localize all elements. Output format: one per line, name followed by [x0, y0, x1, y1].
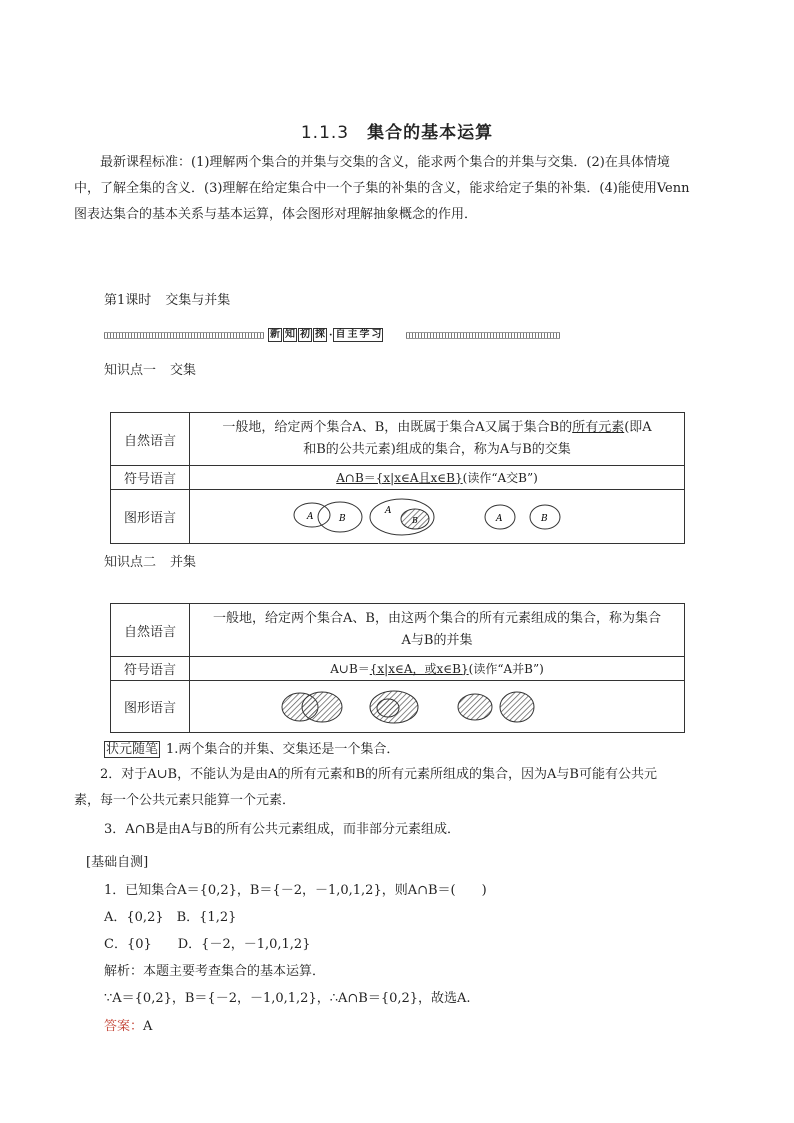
reasoning: ∵A＝{0,2}，B＝{－2，－1,0,1,2}，∴A∩B＝{0,2}，故选A. [104, 991, 471, 1006]
text-span: (即A [624, 420, 652, 435]
union-table [110, 603, 685, 733]
banner-box: 学 [359, 329, 370, 340]
venn-disjoint [485, 505, 560, 529]
kp2-label: 知识点二 [104, 555, 157, 570]
intersection-natural-line-1 [196, 417, 678, 439]
underlined-text: 所有元素 [572, 420, 625, 435]
options-cd: C．{0} D．{－2，－1,0,1,2} [104, 937, 311, 952]
union-natural-line-2: A与B的并集 [401, 633, 473, 648]
intersection-reading: (读作“A交B”) [462, 470, 538, 485]
self-test-heading: [基础自测] [86, 855, 149, 870]
set-b-ellipse [302, 692, 342, 722]
tip-3: 3．A∩B是由A与B的所有公共元素组成，而非部分元素组成． [104, 822, 461, 837]
label-a: A [307, 511, 314, 522]
venn-union-overlap [282, 692, 342, 722]
union-formula: {x|x∈A，或x∈B} [369, 661, 469, 676]
banner-tag [268, 328, 384, 342]
banner-box: 探 [315, 329, 325, 340]
question-1: 1．已知集合A＝{0,2}，B＝{－2，－1,0,1,2}，则A∩B＝( ) [104, 883, 487, 898]
kp1-label: 知识点一 [104, 363, 157, 378]
venn-union-disjoint [458, 692, 534, 722]
graphic-language-label: 图形语言 [111, 490, 190, 544]
label-a: A [385, 505, 392, 516]
tip-tag: 状元随笔 [106, 742, 159, 757]
section-banner [104, 328, 560, 342]
banner-rule-left [104, 332, 264, 339]
intersection-venn-cell [190, 490, 685, 544]
banner-box: 自 [335, 329, 346, 340]
options-ab: A．{0,2} B．{1,2} [104, 910, 237, 925]
intersection-formula: A∩B＝{x|x∈A且x∈B} [336, 470, 463, 485]
symbol-language-label: 符号语言 [111, 657, 190, 681]
intersection-venn-diagrams [287, 495, 587, 539]
union-venn-diagrams [272, 686, 602, 728]
standard-line-1: 最新课程标准：(1)理解两个集合的并集与交集的含义，能求两个集合的并集与交集．(2)在具体情境 [100, 155, 670, 170]
banner-sep: · [329, 329, 333, 341]
kp2-title: 并集 [170, 555, 197, 570]
answer-value: A [143, 1019, 153, 1034]
symbol-language-label: 符号语言 [111, 466, 190, 490]
section-number: 1.1.3 [300, 123, 350, 143]
banner-rule-right [406, 332, 560, 339]
union-reading: (读作“A并B”) [468, 661, 544, 676]
venn-subset [370, 499, 434, 535]
set-b-ellipse [500, 692, 534, 722]
kp1-heading [104, 359, 196, 378]
banner-box: 主 [347, 329, 358, 340]
tip-1 [104, 738, 399, 757]
lesson-period: 第1课时 [104, 293, 152, 308]
natural-language-label: 自然语言 [111, 604, 190, 657]
set-b-ellipse [377, 699, 399, 717]
page-title [0, 118, 794, 143]
graphic-language-label: 图形语言 [111, 681, 190, 733]
standard-line-2: 中，了解全集的含义．(3)理解在给定集合中一个子集的补集的含义，能求给定子集的补集．(4)能使用Venn [74, 181, 690, 196]
banner-box: 习 [371, 329, 382, 340]
intersection-symbol-cell [190, 466, 685, 490]
analysis: 解析：本题主要考查集合的基本运算． [104, 964, 326, 979]
kp1-title: 交集 [170, 363, 197, 378]
course-standard [74, 150, 722, 228]
label-b: B [412, 515, 418, 525]
answer-line [104, 1015, 152, 1034]
venn-overlap-1 [294, 502, 362, 532]
tip-2-line-1: 2．对于A∪B，不能认为是由A的所有元素和B的所有元素所组成的集合，因为A与B可能有公共元 [100, 767, 657, 782]
tip-1-text: 1.两个集合的并集、交集还是一个集合． [166, 742, 400, 757]
intersection-table [110, 412, 685, 544]
text-span: 一般地，给定两个集合A、B，由既属于集合A又属于集合B的 [222, 420, 573, 435]
intersection-natural-cell [190, 413, 685, 466]
tip-2 [74, 762, 722, 814]
union-formula-lhs: A∪B＝ [330, 661, 370, 676]
label-b: B [541, 513, 548, 524]
union-venn-cell [190, 681, 685, 733]
lesson-topic: 交集与并集 [165, 293, 231, 308]
banner-box: 知 [285, 329, 295, 340]
venn-union-subset [370, 691, 418, 723]
kp2-heading [104, 551, 196, 570]
lesson-heading [104, 289, 230, 308]
banner-box: 新 [270, 329, 280, 340]
banner-box: 初 [300, 329, 310, 340]
union-symbol-cell [190, 657, 685, 681]
union-natural-line-1: 一般地，给定两个集合A、B，由这两个集合的所有元素组成的集合，称为集合 [213, 611, 661, 626]
set-a-ellipse [458, 694, 492, 720]
standard-line-3: 图表达集合的基本关系与基本运算，体会图形对理解抽象概念的作用． [74, 207, 478, 222]
union-natural-cell [190, 604, 685, 657]
section-title: 集合的基本运算 [367, 123, 494, 143]
answer-label: 答案： [104, 1019, 144, 1034]
intersection-natural-line-2: 和B的公共元素)组成的集合，称为A与B的交集 [303, 442, 571, 457]
label-b: B [339, 513, 346, 524]
label-a: A [496, 513, 503, 524]
tip-2-line-2: 素，每一个公共元素只能算一个元素． [74, 793, 296, 808]
natural-language-label: 自然语言 [111, 413, 190, 466]
